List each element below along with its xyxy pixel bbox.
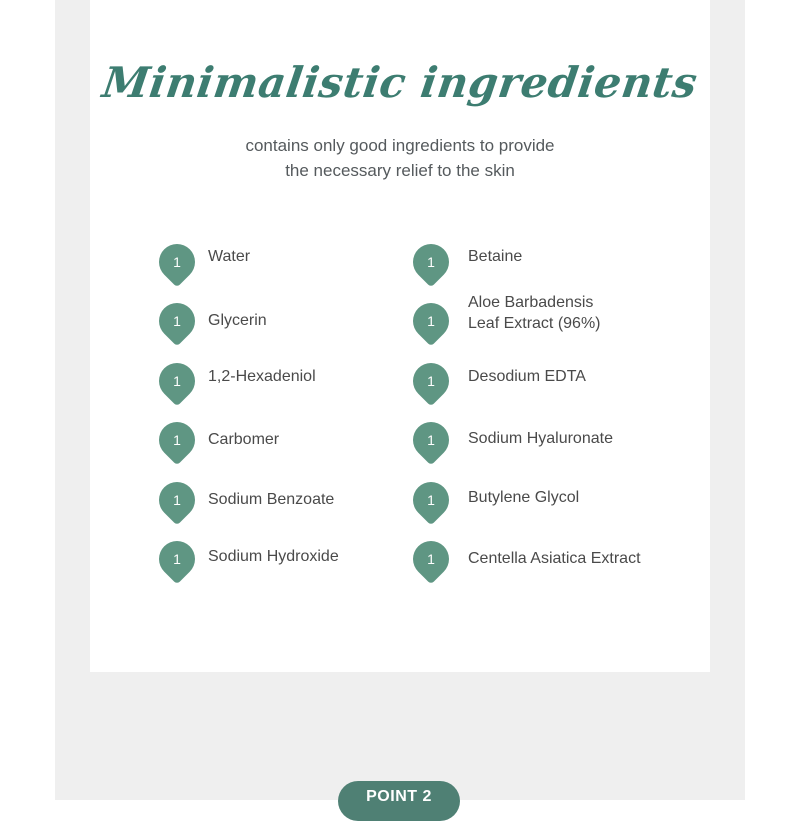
ingredient-name: [208, 366, 316, 387]
ingredient-name: [208, 546, 339, 567]
ingredient-name-line: Glycerin: [208, 312, 267, 329]
ingredient-number: 1: [173, 551, 181, 567]
subtitle-line-1: contains only good ingredients to provide: [245, 136, 555, 155]
ingredient-name-line: Water: [208, 248, 251, 265]
ingredient-number: 1: [427, 373, 435, 389]
ingredient-number: 1: [173, 254, 181, 270]
ingredient-name-line: Sodium Benzoate: [208, 491, 335, 508]
ingredient-name: [208, 429, 279, 450]
ingredient-number: 1: [427, 313, 435, 329]
section-subtitle: [90, 133, 710, 183]
ingredient-name-line: Sodium Hydroxide: [208, 548, 339, 565]
ingredient-name: [468, 487, 579, 508]
ingredient-name-line: Leaf Extract (96%): [468, 315, 601, 332]
ingredient-name: [208, 246, 250, 267]
ingredient-name: [468, 246, 522, 267]
ingredient-number: 1: [427, 254, 435, 270]
ingredient-name-line: Centella Asiatica Extract: [468, 550, 641, 567]
ingredient-name: [468, 428, 613, 449]
ingredient-name-line: Aloe Barbadensis: [468, 294, 594, 311]
point-2-label: POINT 2: [338, 781, 460, 821]
ingredient-name-line: Betaine: [468, 248, 523, 265]
subtitle-line-2: the necessary relief to the skin: [285, 161, 515, 180]
ingredient-number: 1: [427, 432, 435, 448]
ingredient-name-line: Butylene Glycol: [468, 489, 580, 506]
ingredient-name-line: Carbomer: [208, 431, 280, 448]
ingredient-number: 1: [427, 551, 435, 567]
ingredient-name-line: Sodium Hyaluronate: [468, 430, 613, 447]
ingredient-number: 1: [173, 313, 181, 329]
ingredient-name: [468, 292, 601, 334]
ingredient-number: 1: [173, 373, 181, 389]
ingredient-number: 1: [173, 432, 181, 448]
ingredient-number: 1: [173, 492, 181, 508]
ingredient-name: [208, 489, 334, 510]
section-title: Minimalistic ingredients: [99, 58, 701, 107]
ingredient-name: [468, 366, 586, 387]
ingredient-name: [208, 310, 267, 331]
ingredient-name-line: 1,2-Hexadeniol: [208, 368, 316, 385]
ingredient-name: [468, 548, 641, 569]
ingredients-card: [90, 0, 710, 672]
ingredient-name-line: Desodium EDTA: [468, 368, 586, 385]
ingredient-number: 1: [427, 492, 435, 508]
